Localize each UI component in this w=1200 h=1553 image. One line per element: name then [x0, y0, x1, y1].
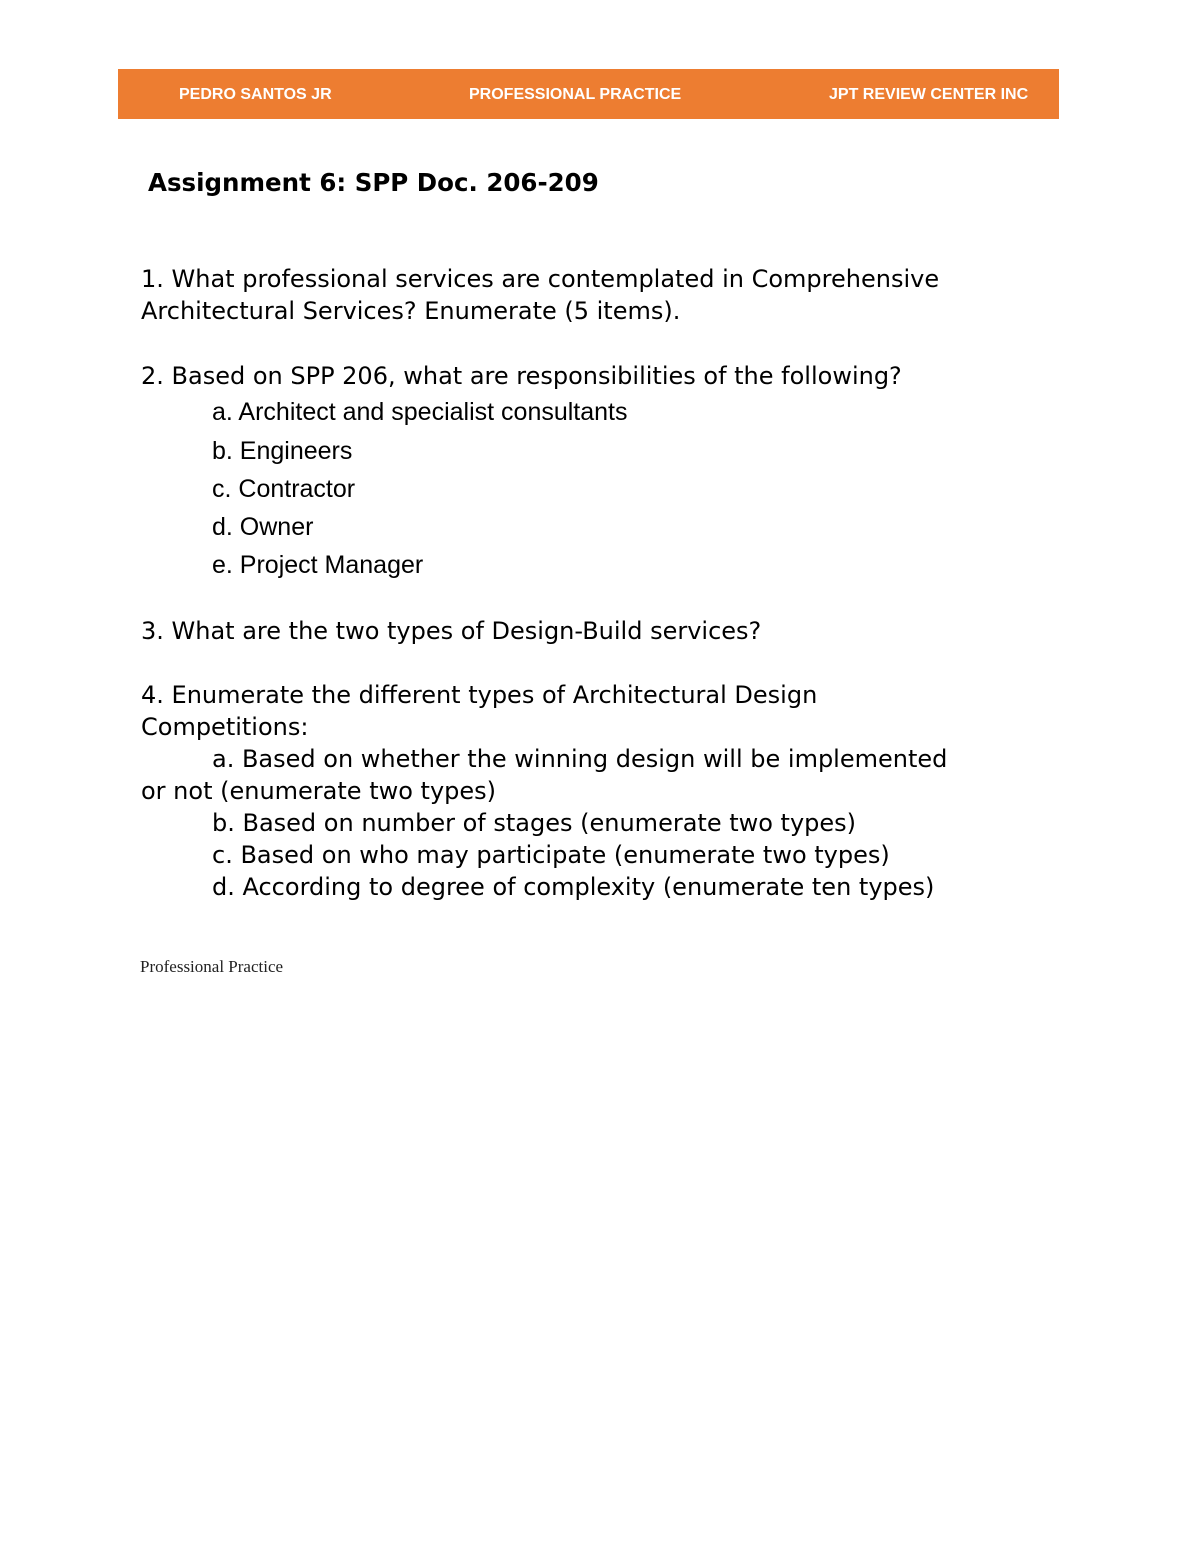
question-2-item: d. Owner: [212, 513, 314, 541]
question-2-item: b. Engineers: [212, 437, 353, 465]
question-4-item-b: b. Based on number of stages (enumerate two types): [212, 809, 857, 837]
header-bar: [118, 69, 1059, 119]
question-1-line-2: Architectural Services? Enumerate (5 items).: [141, 297, 681, 325]
footer-text: Professional Practice: [140, 957, 284, 976]
header-author: PEDRO SANTOS JR: [179, 86, 332, 103]
question-2-item: c. Contractor: [212, 475, 356, 503]
header-subject: PROFESSIONAL PRACTICE: [469, 86, 682, 103]
page-title: Assignment 6: SPP Doc. 206-209: [148, 168, 599, 197]
question-2-item: e. Project Manager: [212, 551, 424, 579]
question-3-text: 3. What are the two types of Design-Build services?: [141, 617, 762, 645]
question-4-item-c: c. Based on who may participate (enumerate two types): [212, 841, 890, 869]
question-4-line-2: Competitions:: [141, 713, 309, 741]
question-2-item: a. Architect and specialist consultants: [212, 398, 628, 426]
question-1-line-1: 1. What professional services are contemplated in Comprehensive: [141, 265, 940, 293]
question-4-item-a-line-1: a. Based on whether the winning design will be implemented: [212, 745, 948, 773]
question-4-item-d: d. According to degree of complexity (enumerate ten types): [212, 873, 935, 901]
question-2-text: 2. Based on SPP 206, what are responsibilities of the following?: [141, 362, 902, 390]
question-4-item-a-line-2: or not (enumerate two types): [141, 777, 497, 805]
question-4-line-1: 4. Enumerate the different types of Architectural Design: [141, 681, 818, 709]
header-institution: JPT REVIEW CENTER INC: [829, 86, 1029, 103]
